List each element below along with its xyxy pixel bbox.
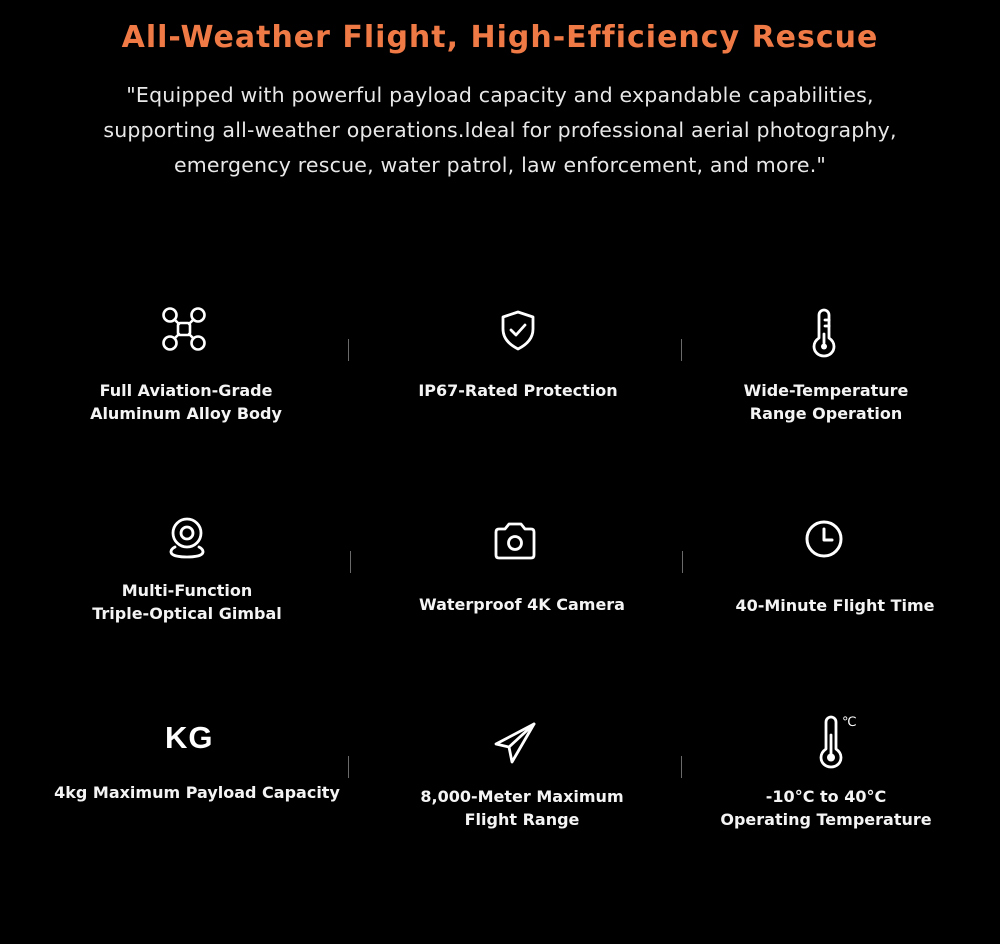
- feature-4k-camera: [372, 510, 672, 650]
- thermometer-icon: [810, 308, 838, 358]
- divider: [348, 339, 349, 361]
- divider: [350, 551, 351, 573]
- paper-plane-icon: [492, 720, 538, 766]
- feature-label: Waterproof 4K Camera: [419, 595, 625, 614]
- feature-label: 4kg Maximum Payload Capacity: [54, 783, 340, 802]
- feature-label: Wide-Temperature Range Operation: [743, 381, 909, 423]
- drone-icon: [160, 305, 208, 353]
- feature-label: Multi-Function Triple-Optical Gimbal: [92, 581, 282, 623]
- subtitle-line-2: supporting all-weather operations.Ideal for professional aerial photography,: [103, 118, 897, 142]
- divider: [348, 756, 349, 778]
- celsius-symbol: ℃: [842, 715, 857, 730]
- camera-icon: [492, 520, 538, 562]
- feature-flight-time: [685, 510, 985, 650]
- feature-label: -10°C to 40°C Operating Temperature: [720, 787, 932, 829]
- page-subtitle: [60, 78, 940, 183]
- feature-label: IP67-Rated Protection: [418, 381, 618, 400]
- feature-triple-optical-gimbal: [37, 510, 337, 650]
- shield-check-icon: [499, 309, 537, 351]
- feature-operating-temperature: [676, 715, 976, 855]
- feature-ip67-protection: [368, 300, 668, 440]
- clock-icon: [804, 519, 844, 559]
- gimbal-camera-icon: [167, 515, 207, 561]
- feature-aluminum-body: [36, 300, 336, 440]
- feature-label: Full Aviation-Grade Aluminum Alloy Body: [90, 381, 282, 423]
- feature-wide-temperature: [676, 300, 976, 440]
- page-title: All-Weather Flight, High-Efficiency Rescue: [121, 20, 879, 55]
- feature-flight-range: [372, 715, 672, 855]
- subtitle-line-3: emergency rescue, water patrol, law enforcement, and more.": [173, 153, 827, 177]
- feature-label: 8,000-Meter Maximum Flight Range: [420, 787, 624, 829]
- feature-payload-capacity: [47, 715, 347, 855]
- feature-label: 40-Minute Flight Time: [735, 596, 935, 615]
- kg-weight-icon: KG: [165, 720, 214, 755]
- subtitle-line-1: "Equipped with powerful payload capacity and expandable capabilities,: [126, 83, 874, 107]
- divider: [682, 551, 683, 573]
